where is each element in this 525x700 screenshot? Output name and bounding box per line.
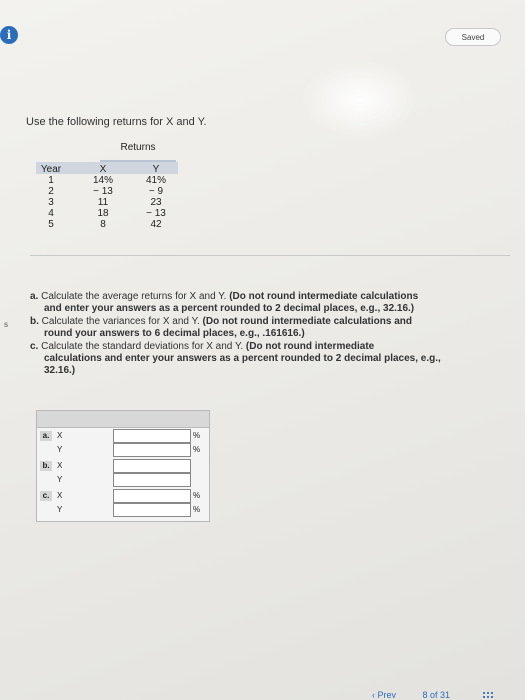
x-cell: 11 bbox=[97, 197, 109, 208]
question-c-note-3: 32.16.) bbox=[44, 364, 76, 376]
std-dev-y-input[interactable] bbox=[113, 503, 191, 517]
question-c-text: Calculate the standard deviations for X and Y. bbox=[41, 341, 244, 353]
x-cell: − 13 bbox=[93, 186, 113, 197]
answer-unit: % bbox=[193, 431, 201, 440]
question-b-label: b. bbox=[30, 316, 39, 328]
pagination bbox=[372, 690, 462, 700]
year-cell: 4 bbox=[48, 208, 54, 219]
photo-glare bbox=[300, 60, 420, 140]
question-list bbox=[30, 291, 490, 378]
answer-unit: % bbox=[193, 505, 201, 514]
year-column bbox=[36, 164, 66, 230]
answer-row-b-x bbox=[37, 459, 209, 473]
y-column bbox=[136, 164, 176, 230]
answer-row-c-y bbox=[37, 503, 209, 517]
prev-button[interactable]: ‹ Prev bbox=[372, 690, 397, 700]
answer-part-label: b. bbox=[40, 461, 52, 471]
info-icon[interactable]: i bbox=[0, 26, 18, 44]
average-x-input[interactable] bbox=[113, 429, 191, 443]
answer-table-header bbox=[37, 411, 209, 428]
question-b-text: Calculate the variances for X and Y. bbox=[41, 316, 200, 328]
answer-variable: Y bbox=[57, 505, 63, 514]
question-b bbox=[30, 316, 490, 339]
year-cell: 2 bbox=[48, 186, 54, 197]
answer-variable: Y bbox=[57, 475, 63, 484]
column-header-x: X bbox=[99, 164, 107, 175]
question-a-note-1: (Do not round intermediate calculations bbox=[229, 291, 419, 302]
answer-row-a-x bbox=[37, 429, 209, 443]
variance-y-input[interactable] bbox=[113, 473, 191, 487]
answer-variable: X bbox=[57, 491, 63, 500]
y-cell: − 13 bbox=[146, 208, 166, 219]
column-header-y: Y bbox=[152, 164, 160, 175]
x-cell: 8 bbox=[100, 219, 106, 230]
question-b-note-2: round your answers to 6 decimal places, e.g., .161616.) bbox=[44, 327, 305, 339]
question-a-text: Calculate the average returns for X and Y. bbox=[41, 291, 227, 302]
prev-label: Prev bbox=[377, 690, 397, 700]
average-y-input[interactable] bbox=[113, 443, 191, 457]
x-cell: 18 bbox=[97, 208, 109, 219]
question-c-note-1: (Do not round intermediate bbox=[245, 341, 375, 353]
question-a-note-2: and enter your answers as a percent rounded to 2 decimal places, e.g., 32.16.) bbox=[44, 302, 415, 314]
year-cell: 5 bbox=[48, 219, 54, 230]
x-column bbox=[88, 164, 118, 230]
answer-part-label: c. bbox=[40, 491, 52, 501]
question-c-note-2: calculations and enter your answers as a percent rounded to 2 decimal places, e.g., bbox=[44, 352, 441, 364]
question-b-note-1: (Do not round intermediate calculations and bbox=[202, 316, 412, 328]
question-prompt: Use the following returns for X and Y. bbox=[26, 116, 207, 128]
year-cell: 1 bbox=[48, 175, 54, 186]
returns-header: Returns bbox=[100, 140, 176, 162]
section-divider bbox=[30, 255, 510, 256]
y-cell: 41% bbox=[145, 175, 166, 186]
answer-row-c-x bbox=[37, 489, 209, 503]
y-cell: − 9 bbox=[148, 186, 164, 197]
column-header-year: Year bbox=[40, 164, 62, 175]
answer-unit: % bbox=[193, 491, 201, 500]
answer-part-label: a. bbox=[40, 431, 52, 441]
page-indicator[interactable]: 8 of 31 bbox=[422, 690, 451, 700]
answer-table bbox=[36, 410, 210, 522]
margin-mark: s bbox=[4, 320, 8, 329]
std-dev-x-input[interactable] bbox=[113, 489, 191, 503]
grid-view-icon[interactable] bbox=[482, 691, 494, 699]
x-cell: 14% bbox=[92, 175, 113, 186]
answer-row-a-y bbox=[37, 443, 209, 457]
answer-variable: X bbox=[57, 461, 63, 470]
y-cell: 42 bbox=[150, 219, 162, 230]
variance-x-input[interactable] bbox=[113, 459, 191, 473]
question-c bbox=[30, 341, 490, 376]
answer-variable: Y bbox=[57, 445, 63, 454]
y-cell: 23 bbox=[150, 197, 162, 208]
answer-unit: % bbox=[193, 445, 201, 454]
year-cell: 3 bbox=[48, 197, 54, 208]
answer-row-b-y bbox=[37, 473, 209, 487]
answer-variable: X bbox=[57, 431, 63, 440]
question-a bbox=[30, 291, 490, 314]
question-c-label: c. bbox=[30, 341, 39, 353]
saved-status-badge: Saved bbox=[445, 28, 501, 46]
question-a-label: a. bbox=[30, 291, 39, 302]
